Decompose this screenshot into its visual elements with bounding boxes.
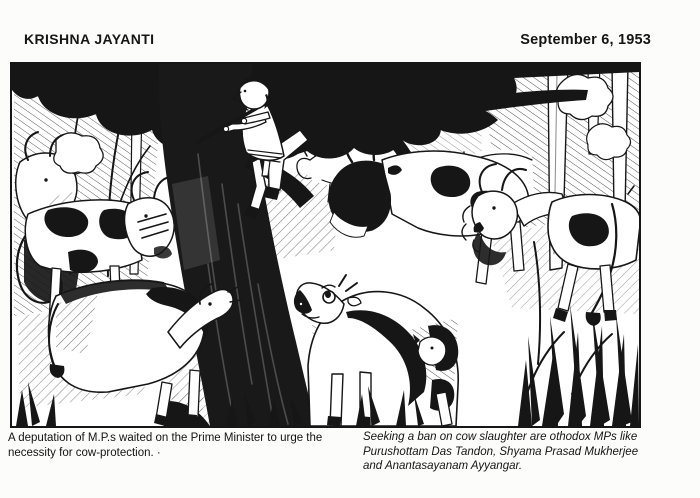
cartoon-panel [10, 62, 641, 428]
caption-right: Seeking a ban on cow slaughter are othodox MPs like Purushottam Das Tandon, Shyama Prasad Mukherjee and Anantasayanam Ayyangar. [363, 431, 639, 473]
page-title: KRISHNA JAYANTI [24, 31, 155, 47]
cartoon-illustration [12, 64, 639, 426]
caption-left: A deputation of M.P.s waited on the Prime Minister to urge the necessity for cow-protection. · [8, 432, 323, 459]
page-date: September 6, 1953 [520, 32, 651, 48]
